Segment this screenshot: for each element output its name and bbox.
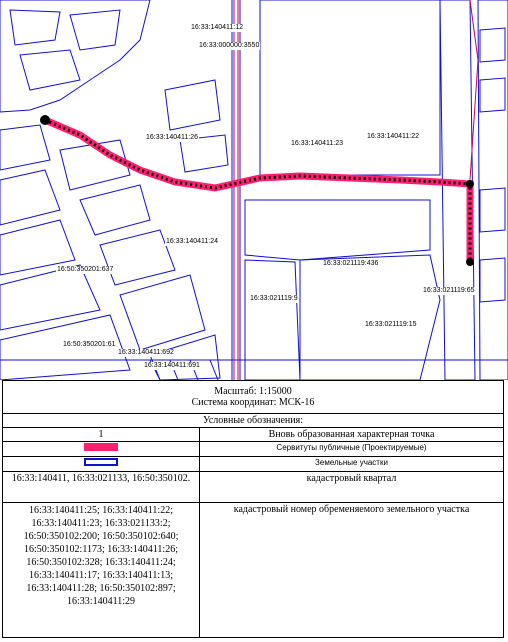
quarter-label: кадастровый квартал: [200, 472, 504, 503]
parcel-label: 16:33:140411:12: [191, 24, 244, 31]
servitude-symbol-cell: [3, 442, 200, 457]
parcels-label: Земельные участки: [200, 457, 504, 472]
parcel-label: 16:33:140411:24: [166, 238, 219, 245]
parcel-symbol-cell: [3, 457, 200, 472]
legend-table: [2, 380, 504, 638]
parcel-swatch: [84, 458, 118, 466]
crs-text: Система координат: МСК-16: [191, 397, 315, 408]
parcel-label: 16:33:140411:26: [146, 134, 199, 141]
characteristic-points: [45, 120, 470, 260]
point-label: Вновь образованная характерная точка: [200, 428, 504, 442]
servitude-label: Сервитуты публичные (Проектируемые): [200, 442, 504, 457]
parcel-label: 16:50:350201:637: [57, 266, 114, 273]
parcel-label: 16:33:140411:22: [367, 133, 420, 140]
parcel-label: 16:33:140411:691: [144, 362, 200, 369]
parcel-label: 16:50:350201:61: [63, 341, 116, 348]
parcel-label: 16:33:140411:23: [291, 140, 344, 147]
district-boundary: [234, 0, 478, 380]
route-point-start[interactable]: [40, 115, 50, 125]
scale-text: Масштаб: 1:15000: [214, 386, 292, 397]
quarter-codes: 16:33:140411, 16:33:021133, 16:50:350102.: [3, 472, 200, 503]
parcel-label: 16:33:021119:436: [323, 260, 379, 267]
route-point-corner[interactable]: [466, 180, 474, 188]
parcel-label: 16:33:140411:692: [118, 349, 174, 356]
parcel-label: 16:33:000000:3550: [199, 42, 260, 49]
parcel-label: 16:33:021119:65: [423, 287, 475, 294]
encumbered-label: кадастровый номер обременяемого земельного участка: [200, 503, 504, 638]
parcel-label: 16:33:021119:15: [365, 321, 417, 328]
route-point-end[interactable]: [466, 258, 474, 266]
servitude-swatch: [84, 443, 118, 451]
legend-header: Условные обозначения:: [3, 414, 504, 428]
point-symbol: 1: [3, 428, 200, 442]
parcel-label: 16:33:021119:9: [250, 295, 298, 302]
encumbered-codes: 16:33:140411:25; 16:33:140411:22; 16:33:140411:23; 16:33:021133:2; 16:50:350102:200; 16:50:350102:640; 16:50:350102:1173; 16:33:140411:26; 16:50:350102:328; 16:33:140411:24; 16:33:140411:17; 16:33:140411:13; 16:33:140411:28; 16:50:350102:897; 16:33:140411:29: [3, 503, 200, 638]
servitude-route[interactable]: [45, 120, 470, 260]
legend-scale-cell: [3, 381, 504, 414]
